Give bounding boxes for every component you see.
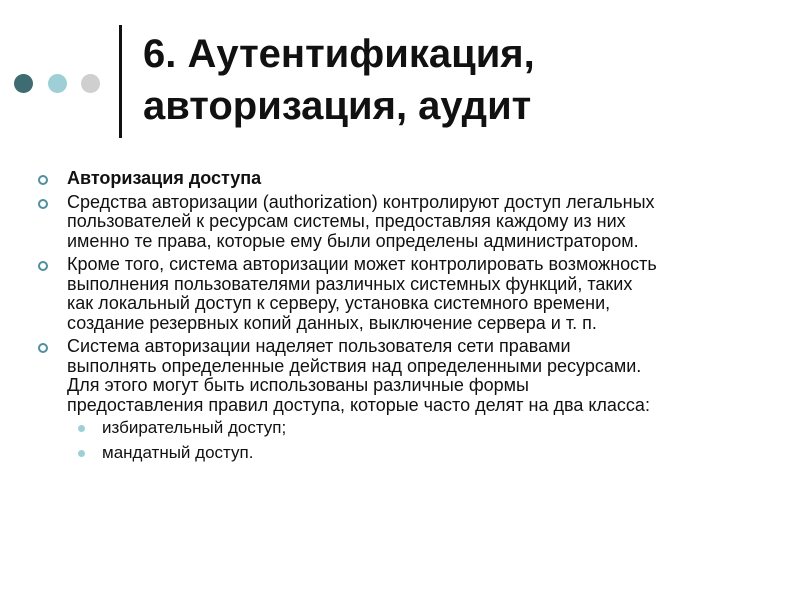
bullet-ring-icon [38,261,48,271]
slide-title-line: авторизация, аудит [143,84,532,128]
sub-bullet-text: избирательный доступ; [102,418,287,437]
bullet-item-heading [36,169,776,189]
decorative-dot-dark [14,74,33,93]
bullet-ring-icon [38,343,48,353]
bullet-item-system-functions [36,255,776,333]
sub-bullet-text: мандатный доступ. [102,443,254,462]
bullet-text-line: предоставления правил доступа, которые часто делят на два класса: [67,394,650,415]
title-divider [119,25,122,138]
sub-bullet-dot-icon [78,425,85,432]
slide-title [143,28,783,132]
bullet-text-line: пользователей к ресурсам системы, предоставляя каждому из них [67,211,626,231]
decorative-dot-light [48,74,67,93]
bullet-text-line: Кроме того, система авторизации может контролировать возможность [67,254,657,274]
bullet-item-authorization-means [36,193,776,252]
bullet-text-line: выполнять определенные действия над определенными ресурсами. [67,355,642,376]
bullet-text-line: Система авторизации наделяет пользователя сети правами [67,336,571,356]
slide-title-line: 6. Аутентификация, [143,32,535,76]
decorative-dot-gray [81,74,100,93]
bullet-list [36,169,776,468]
bullet-ring-icon [38,199,48,209]
bullet-text-line: выполнения пользователями различных системных функций, таких [67,273,633,294]
bullet-text-line: именно те права, которые ему были определены администратором. [67,230,639,251]
bullet-text-line: Средства авторизации (authorization) контролируют доступ легальных [67,191,655,212]
sub-bullet-item [67,443,776,463]
bullet-text-line: Для этого могут быть использованы различные формы [67,375,529,395]
bullet-text-line: Авторизация доступа [67,168,262,188]
sub-bullet-list [67,418,776,463]
bullet-item-access-rules [36,337,776,463]
bullet-ring-icon [38,175,48,185]
sub-bullet-item [67,418,776,438]
bullet-text-line: как локальный доступ к серверу, установка системного времени, [67,293,611,313]
sub-bullet-dot-icon [78,450,85,457]
bullet-text-line: создание резервных копий данных, выключение сервера и т. п. [67,312,597,333]
